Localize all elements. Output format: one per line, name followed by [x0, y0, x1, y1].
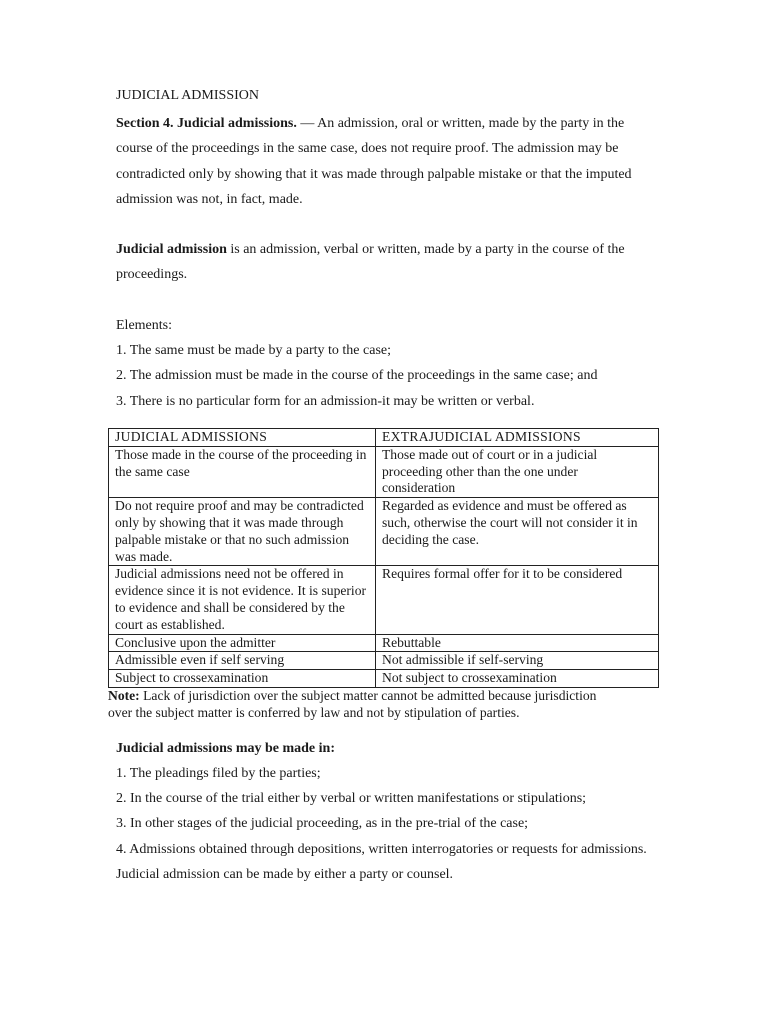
definition-text: is an admission, verbal or written, made by a party in the course of the proceedings.	[116, 242, 625, 283]
section-4-paragraph	[116, 111, 661, 212]
note-paragraph	[108, 688, 618, 722]
table-cell: Rebuttable	[376, 634, 659, 652]
column-header-extrajudicial: EXTRAJUDICIAL ADMISSIONS	[376, 428, 659, 446]
table-cell: Those made out of court or in a judicial proceeding other than the one under consideration	[376, 446, 659, 497]
table-cell: Requires formal offer for it to be considered	[376, 566, 659, 634]
table-cell: Subject to crossexamination	[109, 670, 376, 688]
definition-paragraph	[116, 237, 661, 288]
elements-list	[116, 338, 661, 414]
table-row	[109, 566, 659, 634]
table-row	[109, 634, 659, 652]
definition-term: Judicial admission	[116, 242, 227, 258]
note-label: Note:	[108, 687, 140, 703]
list-item: 1. The pleadings filed by the parties;	[116, 765, 321, 781]
table-cell: Admissible even if self serving	[109, 652, 376, 670]
table-cell: Judicial admissions need not be offered in evidence since it is not evidence. It is superior to evidence and shall be considered by the court as established.	[109, 566, 376, 634]
page-title: JUDICIAL ADMISSION	[116, 88, 259, 103]
comparison-table	[108, 428, 659, 688]
made-in-heading: Judicial admissions may be made in:	[116, 740, 335, 756]
list-item: 1. The same must be made by a party to the case;	[116, 343, 391, 359]
list-item: 2. In the course of the trial either by verbal or written manifestations or stipulations;	[116, 791, 587, 807]
list-item: 4. Admissions obtained through depositions, written interrogatories or requests for admissions. Judicial admission can be made by either a party or counsel.	[116, 841, 647, 882]
table-row	[109, 446, 659, 497]
list-item: 3. In other stages of the judicial proceeding, as in the pre-trial of the case;	[116, 816, 529, 832]
table-cell: Regarded as evidence and must be offered as such, otherwise the court will not consider it in deciding the case.	[376, 498, 659, 566]
section-4-heading: Section 4. Judicial admissions.	[116, 116, 297, 131]
table-cell: Those made in the course of the proceeding in the same case	[109, 446, 376, 497]
column-header-judicial: JUDICIAL ADMISSIONS	[109, 428, 376, 446]
table-header-row	[109, 428, 659, 446]
table-cell: Not subject to crossexamination	[376, 670, 659, 688]
table-cell: Not admissible if self-serving	[376, 652, 659, 670]
list-item: 2. The admission must be made in the course of the proceedings in the same case; and	[116, 368, 598, 384]
document-body	[108, 86, 661, 887]
table-cell: Do not require proof and may be contradicted only by showing that it was made through palpable mistake or that no such admission was made.	[109, 498, 376, 566]
section-4-text: — An admission, oral or written, made by the party in the course of the proceedings in the same case, does not require proof. The admission may be contradicted only by showing that it was made through palpable mistake or that the imputed admission was not, in fact, made.	[116, 116, 632, 207]
made-in-list	[116, 761, 661, 887]
table-row	[109, 652, 659, 670]
elements-label: Elements:	[116, 317, 172, 333]
table-row	[109, 498, 659, 566]
list-item: 3. There is no particular form for an admission-it may be written or verbal.	[116, 393, 535, 409]
table-cell: Conclusive upon the admitter	[109, 634, 376, 652]
table-row	[109, 670, 659, 688]
note-text: Lack of jurisdiction over the subject matter cannot be admitted because jurisdiction over the subject matter is conferred by law and not by stipulation of parties.	[108, 687, 597, 720]
